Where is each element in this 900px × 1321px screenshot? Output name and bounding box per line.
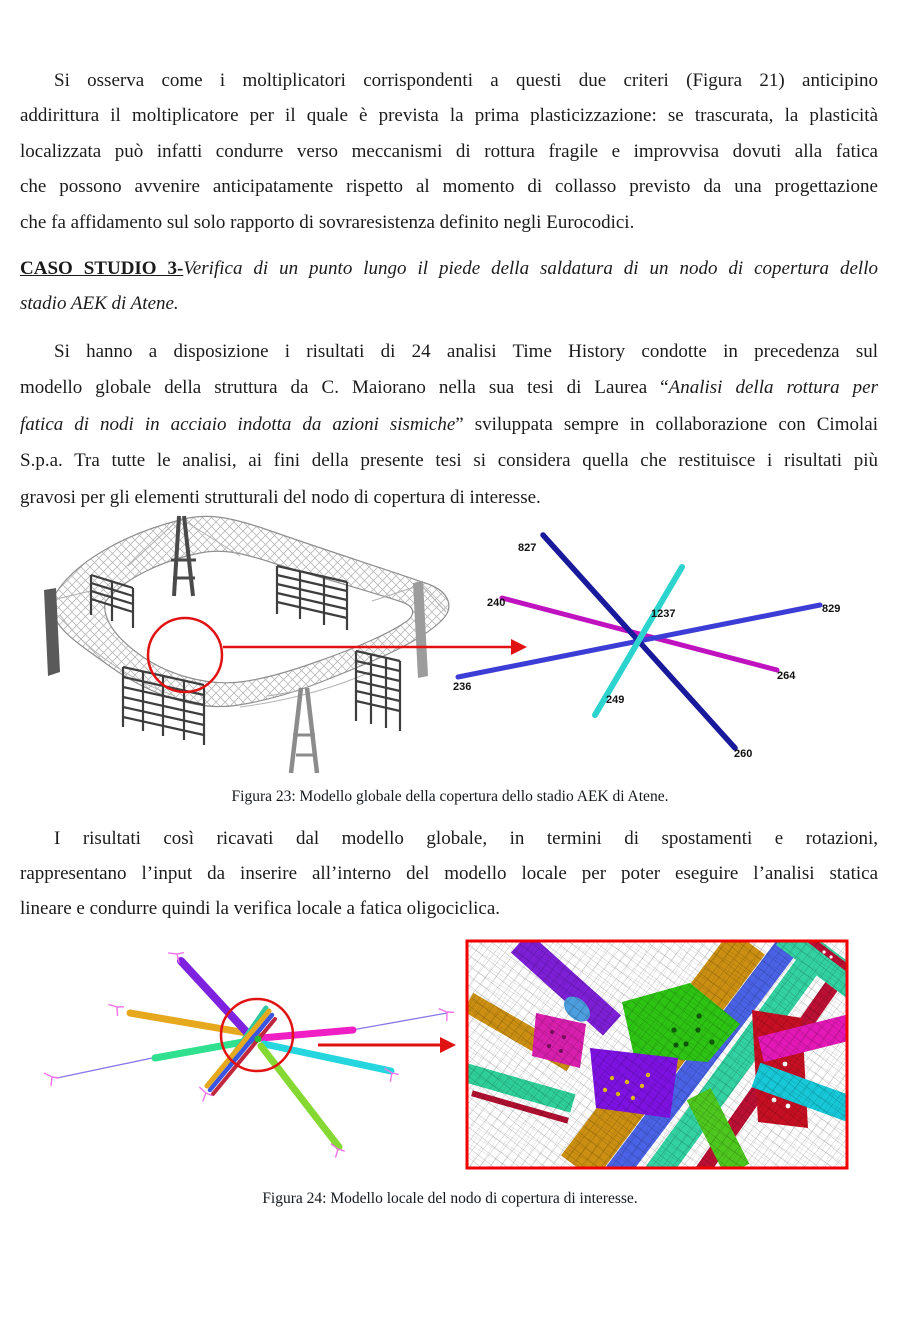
member-label: 236 <box>453 681 472 693</box>
member-label: 260 <box>734 748 753 760</box>
heading-line: stadio AEK di Atene. <box>20 293 179 315</box>
arrowhead-icon <box>511 639 527 655</box>
text-line: lineare e condurre quindi la verifica locale a fatica oligociclica. <box>20 898 501 919</box>
member-label: 264 <box>777 670 796 682</box>
caso-studio-heading <box>20 251 878 322</box>
text-line: gravosi per gli elementi strutturali del nodo di copertura di interesse. <box>20 486 541 508</box>
heading-label: CASO STUDIO 3- <box>20 258 184 279</box>
figure23-global-model <box>44 516 840 773</box>
local-beam-model <box>57 961 447 1147</box>
thesis-title-segment: Analisi della rottura per <box>668 377 878 399</box>
figure24-local-model <box>44 918 866 1186</box>
text-line: Si hanno a disposizione i risultati di 24 analisi Time History condotte in precedenza sul <box>54 341 878 362</box>
figure23-caption: Figura 23: Modello globale della copertura dello stadio AEK di Atene. <box>231 788 669 805</box>
member-label: 829 <box>822 603 841 615</box>
paragraph-2 <box>20 334 878 516</box>
text-line: localizzata può infatti condurre verso meccanismi di rottura fragile e improvvisa dovuti alla fatica <box>20 140 878 162</box>
axis-markers <box>44 948 455 1159</box>
paragraph-1 <box>20 63 878 240</box>
pylon-bottom <box>291 688 317 773</box>
text-line <box>20 370 878 406</box>
text-line: che possono avvenire anticipatamente rispetto al momento di collasso previsto da una progettazione <box>20 176 878 198</box>
member-magenta <box>261 1030 353 1038</box>
member-label: 240 <box>487 597 506 609</box>
text-line: I risultati così ricavati dal modello globale, in termini di spostamenti e rotazioni, <box>54 828 878 849</box>
stadium-wireframe <box>44 516 449 773</box>
text-line <box>20 407 878 443</box>
text-line: rappresentano l’input da inserire all’interno del modello locale per poter eseguire l’analisi statica <box>20 863 878 884</box>
text-line: S.p.a. Tra tutte le analisi, ai fini della presente tesi si considera quella che restituisce i risultati più <box>20 450 878 472</box>
text-line: addirittura il moltiplicatore per il quale è prevista la prima plasticizzazione: se trascurata, la plasticità <box>20 105 878 127</box>
member-cyan <box>264 1044 391 1071</box>
text-segment: modello globale della struttura da C. Maiorano nella sua tesi di Laurea “ <box>20 377 669 399</box>
member-label: 827 <box>518 542 537 554</box>
fem-detail-box <box>463 918 866 1186</box>
arrowhead-icon <box>440 1037 456 1053</box>
heading-line <box>20 251 878 286</box>
text-line: Si osserva come i moltiplicatori corrispondenti a questi due criteri (Figura 21) anticipino <box>54 70 878 91</box>
heading-title: Verifica di un punto lungo il piede della saldatura di un nodo di copertura dello <box>183 258 878 279</box>
member-label: 249 <box>606 694 625 706</box>
member-lime <box>261 1046 339 1147</box>
member-label: 1237 <box>651 608 676 620</box>
text-line: che fa affidamento sul solo rapporto di sovraresistenza definito negli Eurocodici. <box>20 211 635 233</box>
figure24-caption: Figura 24: Modello locale del nodo di copertura di interesse. <box>262 1190 638 1207</box>
text-segment: ” sviluppata sempre in collaborazione con Cimolai <box>455 413 878 435</box>
thesis-title-segment: fatica di nodi in acciaio indotta da azioni sismiche <box>20 413 456 435</box>
paragraph-3 <box>20 821 878 926</box>
